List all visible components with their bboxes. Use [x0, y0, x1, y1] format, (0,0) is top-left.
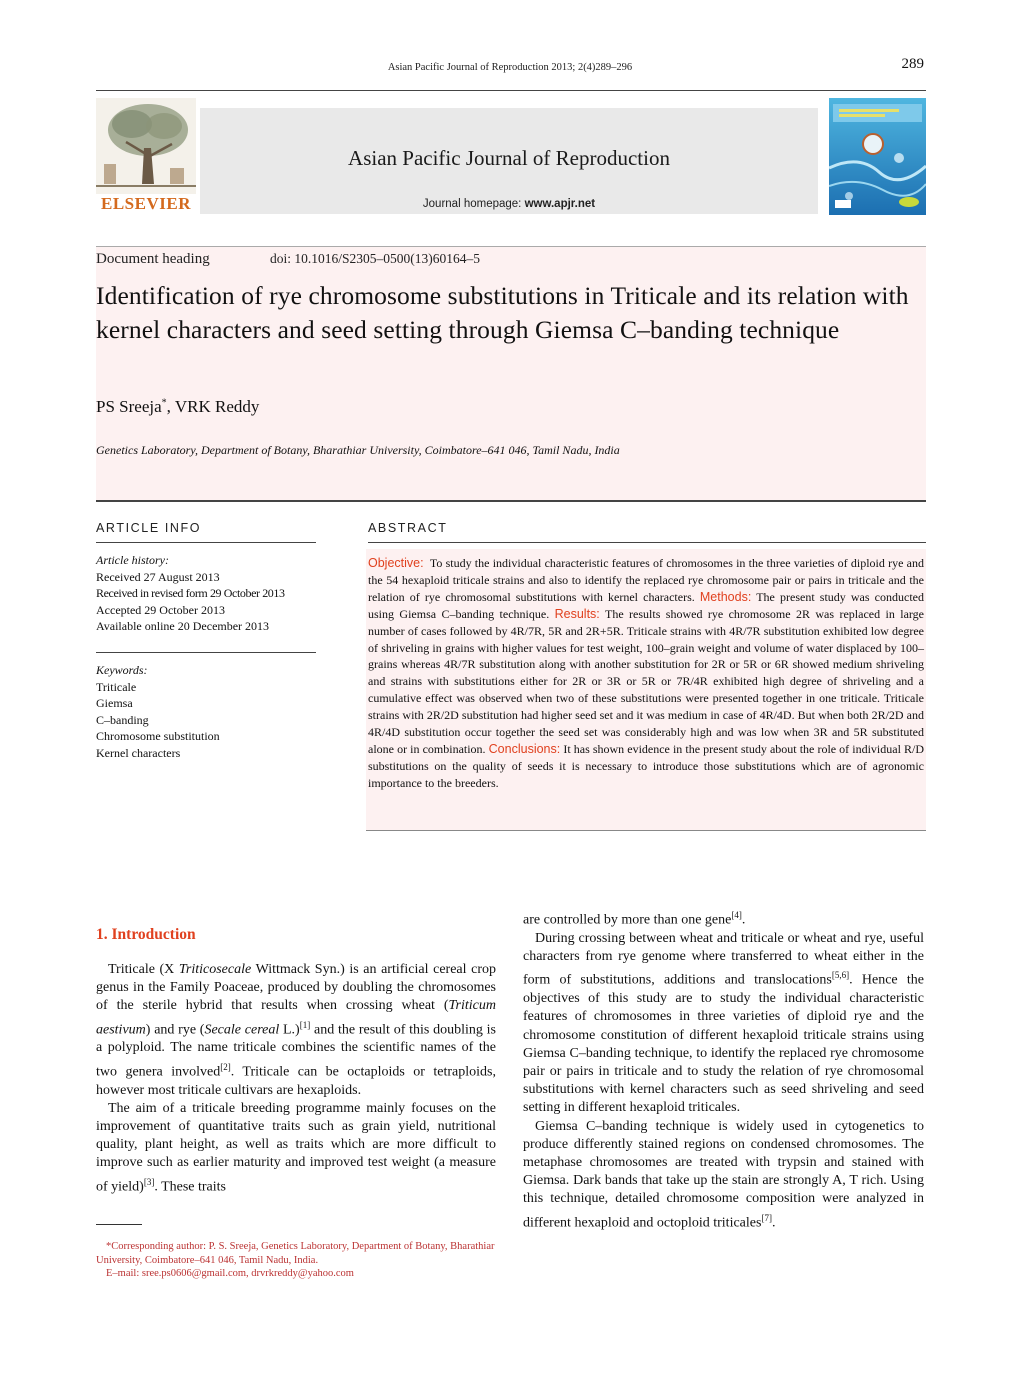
keyword-item: C–banding [96, 712, 149, 727]
article-history [96, 552, 326, 635]
keywords-label: Keywords: [96, 663, 148, 677]
citation-ref[interactable]: [3] [143, 1176, 155, 1187]
abstract-heading: ABSTRACT [368, 521, 448, 535]
conclusions-text: It has shown evidence in the present study about the role of individual R/D substitutions on the quality of seeds it is necessary to introduce those substitutions which are of agronomic importance to the breeders. [368, 741, 925, 790]
text-run-italic: Triticosecale [178, 962, 252, 977]
body-column-left [96, 961, 496, 1196]
homepage-link[interactable]: www.apjr.net [524, 198, 596, 210]
abstract-box [366, 549, 926, 831]
methods-label: Methods: [699, 589, 752, 604]
intro-paragraph-2-cont [523, 906, 924, 930]
citation-ref[interactable]: [2] [220, 1061, 231, 1072]
homepage-label: Journal homepage: [422, 198, 522, 210]
article-info-rule [96, 542, 316, 543]
citation-ref[interactable]: [7] [761, 1212, 772, 1223]
corresponding-author-note: *Corresponding author: P. S. Sreeja, Genetics Laboratory, Department of Botany, Bharathiar University, Coimbatore–641 046, Tamil Nadu, India. [96, 1241, 495, 1266]
author-reddy: , VRK Reddy [166, 397, 260, 416]
keyword-item: Kernel characters [96, 745, 181, 760]
text-run: The aim of a triticale breeding programme mainly focuses on the improvement of quantitative traits such as grain yield, nutritional quality, plant height, as well as traits which are more difficult to improve such as earlier maturity and improved test weight (a measure of yield) [96, 1100, 496, 1195]
body-column-right [523, 906, 924, 1232]
affiliation: Genetics Laboratory, Department of Botany, Bharathiar University, Coimbatore–641 046, Tamil Nadu, India [96, 443, 620, 457]
journal-cover-image [829, 98, 926, 215]
abstract-rule [368, 542, 926, 543]
document-heading: Document heading [96, 251, 210, 267]
intro-paragraph-1 [96, 961, 496, 1100]
authors [96, 397, 259, 417]
intro-paragraph-4 [523, 1118, 924, 1233]
abstract-text [368, 555, 924, 792]
text-run: ) and rye ( [145, 1022, 205, 1038]
article-info-heading: ARTICLE INFO [96, 521, 202, 535]
conclusions-label: Conclusions: [488, 741, 561, 756]
results-label: Results: [554, 606, 600, 621]
journal-title: Asian Pacific Journal of Reproduction [348, 146, 670, 170]
article-header [96, 246, 926, 502]
page-number: 289 [901, 56, 924, 72]
intro-paragraph-3 [523, 930, 924, 1118]
text-run: . [771, 1215, 776, 1231]
keyword-item: Chromosome substitution [96, 729, 220, 743]
article-title: Identification of rye chromosome substitutions in Triticale and its relation with kernel characters and seed setting through Giemsa C–banding technique [96, 281, 909, 344]
footnote-rule [96, 1224, 142, 1225]
history-received: Received 27 August 2013 [96, 569, 220, 584]
text-run: are controlled by more than one gene [523, 912, 732, 928]
journal-band [200, 108, 818, 214]
text-run: Wittmack Syn.) is an artificial cereal crop genus in the Family Poaceae, produced by doubling the chromosomes of the sterile hybrid that results when crossing wheat ( [96, 962, 496, 1014]
citation-ref[interactable]: [5,6] [831, 970, 850, 981]
corresponding-mark: * [161, 397, 167, 409]
introduction-heading: 1. Introduction [96, 926, 196, 943]
methods-text: The present study was conducted using Giemsa C–banding technique. [368, 589, 924, 621]
history-online: Available online 20 December 2013 [96, 619, 270, 633]
email-note[interactable]: E–mail: sree.ps0606@gmail.com, drvrkreddy@yahoo.com [106, 1268, 354, 1279]
text-run: Triticale (X [108, 962, 179, 977]
header-rule [96, 90, 926, 91]
tree-icon [96, 98, 196, 194]
intro-paragraph-2 [96, 1100, 496, 1197]
text-run: . [741, 912, 746, 928]
author-sreeja: PS Sreeja [96, 397, 162, 416]
cover-art-icon [829, 98, 926, 215]
doi[interactable]: doi: 10.1016/S2305–0500(13)60164–5 [270, 251, 481, 266]
keywords-rule [96, 652, 316, 653]
history-revised: Received in revised form 29 October 2013 [96, 586, 285, 600]
journal-homepage [200, 198, 818, 210]
history-accepted: Accepted 29 October 2013 [96, 602, 225, 617]
elsevier-wordmark: ELSEVIER [101, 194, 191, 213]
running-head: Asian Pacific Journal of Reproduction 2013; 2(4)289–296 [387, 62, 633, 73]
citation-ref[interactable]: [4] [731, 910, 742, 920]
keyword-item: Triticale [96, 679, 137, 694]
objective-label: Objective: [368, 556, 424, 570]
text-run: and the result of this doubling is a polyploid. The name triticale combines the scientific names of the two genera involved [96, 1022, 496, 1080]
objective-text: To study the individual characteristic features of chromosomes in the three varieties of diploid rye and the 54 hexaploid triticale strains and also to identify the replaced rye chromosome pair or pairs in triticale and the relation of rye chromosomal substitutions with kernel characters. [368, 556, 924, 604]
text-run: Giemsa C–banding technique is widely used in cytogenetics to produce differently stained regions on condensed chromosomes. The metaphase chromosomes are treated with trypsin and stained with Giemsa. Dark bands that take up the stain are strongly A, T rich. Using this technique, detailed chromosome composition were analyzed in different hexaploid and octoploid triticales [523, 1118, 924, 1231]
text-run: L.) [279, 1022, 300, 1038]
keywords [96, 662, 326, 761]
footnotes [96, 1240, 496, 1281]
masthead [96, 98, 926, 218]
keyword-item: Giemsa [96, 696, 133, 710]
text-run-italic: Triticum aestivum [96, 998, 496, 1038]
text-run: . These traits [154, 1179, 226, 1195]
text-run-italic: Secale cereal [204, 1022, 280, 1038]
elsevier-logo [96, 98, 196, 214]
history-label: Article history: [96, 553, 169, 567]
citation-ref[interactable]: [1] [299, 1019, 311, 1030]
text-run: . Triticale can be octaploids or tetraploids, however most triticale cultivars are hexaploids. [96, 1064, 497, 1098]
results-text: The results showed rye chromosome 2R was replaced in large number of cases followed by 4R/7R, 5R and 2R+5R. Triticale strains with 4R/7R substitution exhibited low degree of shriveling in grains with higher values for test weight, 100–grain weight and volume of water displaced by 100–grains whereas 4R/7R substitution along with another substitution for 2R or 5R or 6R showed medium shriveling and strains with substitutions either for 2R or 3R or 5R or 7R/4R exhibited high degree of shriveling and a cumulative effect was observed when two of these substitutions were presented together in one triticale. Triticale strains with 2R/2D substitution had higher seed set and it was medium in case of 4R/4D. But when both 2R/2D and 4R/4D substitution occur together the seed set was considerably high and was low when 3R and 5R substituted alone or in combination. [368, 606, 925, 756]
text-run: During crossing between wheat and triticale or wheat and rye, useful characters from rye genome where transferred to wheat either in the form of substitutions, additions and translocations [523, 930, 924, 988]
text-run: . Hence the objectives of this study are to study the individual characteristic features of chromosomes in three varieties of diploid rye and the chromosome constitution of different hexaploid triticale strains using Giemsa C–banding technique, to identify the replaced rye chromosome pair or pairs in triticale and to study the relation of rye chromosomal substitutions with kernel characters such as seed shriveling and seed setting in different hexaploid triticales. [523, 972, 924, 1116]
